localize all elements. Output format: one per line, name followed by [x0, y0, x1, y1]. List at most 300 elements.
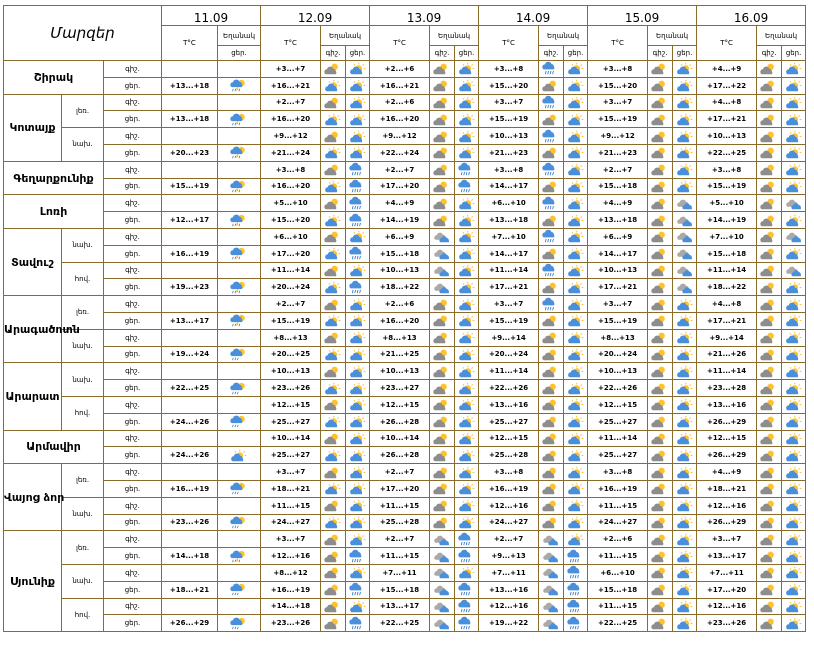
- partly-cloudy-icon: [648, 195, 673, 212]
- sun-cloud-icon: [346, 464, 370, 481]
- day-header: ցեր.: [346, 46, 370, 61]
- sun-cloud-icon: [782, 161, 806, 178]
- partly-cloudy-icon: [321, 228, 346, 245]
- period-label: ցեր.: [104, 548, 162, 565]
- temperature-cell: +5...+10: [261, 195, 321, 212]
- temp-header: T°C: [370, 26, 430, 61]
- temperature-cell: +19...+22: [479, 615, 539, 632]
- empty-cell: [218, 128, 261, 145]
- thunderstorm-icon: [218, 178, 261, 195]
- partly-cloudy-icon: [430, 396, 455, 413]
- temp-header: T°C: [697, 26, 757, 61]
- table-row: [4, 346, 806, 363]
- temperature-cell: +11...+15: [588, 497, 648, 514]
- partly-cloudy-icon: [648, 128, 673, 145]
- sun-cloud-icon: [673, 111, 697, 128]
- period-label: ցեր.: [104, 447, 162, 464]
- cloud-icon: [430, 581, 455, 598]
- temperature-cell: [162, 161, 218, 178]
- sun-cloud-icon: [673, 447, 697, 464]
- cloud-icon: [430, 531, 455, 548]
- partly-cloudy-icon: [757, 228, 782, 245]
- sun-cloud-icon: [782, 128, 806, 145]
- sun-cloud-icon: [455, 430, 479, 447]
- temperature-cell: +22...+25: [162, 380, 218, 397]
- sun-cloud-icon: [564, 111, 588, 128]
- period-label: ցեր.: [104, 111, 162, 128]
- period-label: գիշ.: [104, 564, 162, 581]
- partly-cloudy-icon: [757, 279, 782, 296]
- temperature-cell: +23...+28: [697, 380, 757, 397]
- temperature-cell: +2...+7: [261, 94, 321, 111]
- period-label: ցեր.: [104, 380, 162, 397]
- partly-cloudy-icon: [648, 380, 673, 397]
- temperature-cell: +13...+17: [162, 312, 218, 329]
- regions-header: Մարզեր: [4, 6, 162, 61]
- partly-cloudy-icon: [321, 548, 346, 565]
- temperature-cell: +12...+17: [162, 212, 218, 229]
- sun-cloud-icon: [346, 312, 370, 329]
- partly-cloudy-icon: [321, 615, 346, 632]
- sun-cloud-icon: [673, 430, 697, 447]
- temperature-cell: +24...+27: [588, 514, 648, 531]
- temperature-cell: +11...+14: [697, 262, 757, 279]
- temperature-cell: +7...+10: [697, 228, 757, 245]
- partly-cloudy-icon: [648, 312, 673, 329]
- table-row: [4, 581, 806, 598]
- period-label: ցեր.: [104, 212, 162, 229]
- cloud-icon: [673, 212, 697, 229]
- table-row: [4, 598, 806, 615]
- sun-cloud-icon: [782, 548, 806, 565]
- temperature-cell: +10...+14: [370, 430, 430, 447]
- temperature-cell: +13...+18: [588, 212, 648, 229]
- temperature-cell: +15...+19: [588, 111, 648, 128]
- temperature-cell: +11...+14: [588, 430, 648, 447]
- sun-cloud-icon: [455, 94, 479, 111]
- partly-cloudy-icon: [757, 144, 782, 161]
- partly-cloudy-icon: [321, 497, 346, 514]
- partly-cloudy-icon: [757, 161, 782, 178]
- rain-icon: [455, 615, 479, 632]
- partly-cloudy-icon: [648, 61, 673, 78]
- temperature-cell: +8...+13: [370, 329, 430, 346]
- day-header: ցեր.: [782, 46, 806, 61]
- partly-cloudy-icon: [321, 94, 346, 111]
- partly-cloudy-icon: [430, 61, 455, 78]
- temperature-cell: +22...+26: [479, 380, 539, 397]
- period-label: գիշ.: [104, 228, 162, 245]
- temperature-cell: +16...+19: [162, 245, 218, 262]
- temperature-cell: +3...+7: [588, 296, 648, 313]
- temperature-cell: +21...+25: [370, 346, 430, 363]
- rain-icon: [346, 581, 370, 598]
- partly-cloudy-icon: [539, 329, 564, 346]
- period-label: գիշ.: [104, 296, 162, 313]
- table-row: [4, 396, 806, 413]
- period-label: գիշ.: [104, 531, 162, 548]
- temperature-cell: +3...+8: [479, 464, 539, 481]
- sun-cloud-icon: [346, 346, 370, 363]
- temperature-cell: +13...+17: [370, 598, 430, 615]
- temperature-cell: +25...+27: [261, 413, 321, 430]
- sun-shower-icon: [218, 581, 261, 598]
- period-label: գիշ.: [104, 430, 162, 447]
- table-row: [4, 312, 806, 329]
- sun-cloud-icon: [346, 598, 370, 615]
- temperature-cell: [162, 564, 218, 581]
- rain-icon: [346, 212, 370, 229]
- sun-cloud-icon: [455, 245, 479, 262]
- temperature-cell: +25...+27: [588, 413, 648, 430]
- date-header: 11.09: [162, 6, 261, 26]
- sun-cloud-icon: [673, 77, 697, 94]
- sun-cloud-icon: [782, 77, 806, 94]
- period-label: գիշ.: [104, 128, 162, 145]
- rain-icon: [455, 548, 479, 565]
- cloud-icon: [673, 279, 697, 296]
- temperature-cell: +14...+19: [697, 212, 757, 229]
- sun-cloud-icon: [782, 564, 806, 581]
- partly-cloudy-icon: [648, 581, 673, 598]
- sun-cloud-icon: [321, 346, 346, 363]
- partly-cloudy-icon: [321, 598, 346, 615]
- rain-icon: [455, 531, 479, 548]
- region-name: Գեղարքունիք: [4, 161, 104, 195]
- temperature-cell: +3...+8: [479, 61, 539, 78]
- partly-cloudy-icon: [539, 144, 564, 161]
- partly-cloudy-icon: [539, 279, 564, 296]
- region-name: Տավուշ: [4, 228, 62, 295]
- sun-cloud-icon: [782, 464, 806, 481]
- period-label: ցեր.: [104, 413, 162, 430]
- night-header: գիշ.: [539, 46, 564, 61]
- temperature-cell: +25...+28: [479, 447, 539, 464]
- sun-cloud-icon: [782, 329, 806, 346]
- zone-label: լեռ.: [62, 296, 104, 330]
- table-row: [4, 128, 806, 145]
- thunderstorm-icon: [218, 212, 261, 229]
- partly-cloudy-icon: [757, 128, 782, 145]
- partly-cloudy-icon: [321, 296, 346, 313]
- sun-shower-icon: [218, 380, 261, 397]
- cloud-icon: [539, 548, 564, 565]
- temperature-cell: +21...+24: [261, 144, 321, 161]
- zone-label: նախ.: [62, 128, 104, 162]
- period-label: գիշ.: [104, 497, 162, 514]
- period-label: գիշ.: [104, 94, 162, 111]
- cloud-icon: [430, 279, 455, 296]
- rain-icon: [455, 178, 479, 195]
- partly-cloudy-icon: [757, 464, 782, 481]
- partly-cloudy-icon: [539, 363, 564, 380]
- period-label: գիշ.: [104, 598, 162, 615]
- partly-cloudy-icon: [648, 413, 673, 430]
- sun-cloud-icon: [321, 380, 346, 397]
- sun-cloud-icon: [455, 228, 479, 245]
- rain-icon: [346, 279, 370, 296]
- partly-cloudy-icon: [757, 363, 782, 380]
- period-label: ցեր.: [104, 615, 162, 632]
- partly-cloudy-icon: [430, 161, 455, 178]
- sun-cloud-icon: [673, 615, 697, 632]
- sun-cloud-icon: [564, 430, 588, 447]
- partly-cloudy-icon: [539, 514, 564, 531]
- day-header: ցեր.: [218, 46, 261, 61]
- sun-cloud-icon: [455, 346, 479, 363]
- sun-cloud-icon: [346, 531, 370, 548]
- temperature-cell: +3...+8: [588, 61, 648, 78]
- sun-cloud-icon: [346, 262, 370, 279]
- partly-cloudy-icon: [430, 178, 455, 195]
- rain-icon: [346, 178, 370, 195]
- table-row: [4, 363, 806, 380]
- rain-icon: [346, 615, 370, 632]
- partly-cloudy-icon: [757, 564, 782, 581]
- partly-cloudy-icon: [648, 262, 673, 279]
- temperature-cell: +11...+15: [261, 497, 321, 514]
- sun-cloud-icon: [564, 531, 588, 548]
- thunderstorm-icon: [218, 245, 261, 262]
- temperature-cell: +14...+17: [479, 178, 539, 195]
- period-label: գիշ.: [104, 61, 162, 78]
- sun-cloud-icon: [346, 329, 370, 346]
- sun-cloud-icon: [455, 329, 479, 346]
- sun-cloud-icon: [673, 480, 697, 497]
- partly-cloudy-icon: [539, 480, 564, 497]
- partly-cloudy-icon: [321, 329, 346, 346]
- partly-cloudy-icon: [757, 329, 782, 346]
- period-label: ցեր.: [104, 178, 162, 195]
- sun-cloud-icon: [782, 514, 806, 531]
- temperature-cell: +16...+20: [370, 111, 430, 128]
- temperature-cell: +2...+7: [370, 464, 430, 481]
- period-label: գիշ.: [104, 262, 162, 279]
- temperature-cell: +12...+15: [588, 396, 648, 413]
- temperature-cell: +7...+11: [479, 564, 539, 581]
- day-header: ցեր.: [455, 46, 479, 61]
- temperature-cell: +18...+21: [697, 480, 757, 497]
- temperature-cell: +9...+12: [370, 128, 430, 145]
- temperature-cell: [162, 94, 218, 111]
- zone-label: հով.: [62, 262, 104, 296]
- temperature-cell: +16...+21: [370, 77, 430, 94]
- temperature-cell: +15...+20: [588, 77, 648, 94]
- temperature-cell: +16...+20: [261, 178, 321, 195]
- temperature-cell: +20...+25: [261, 346, 321, 363]
- temperature-cell: +15...+19: [479, 111, 539, 128]
- period-label: ցեր.: [104, 581, 162, 598]
- partly-cloudy-icon: [539, 212, 564, 229]
- table-row: [4, 430, 806, 447]
- temperature-cell: +13...+18: [162, 77, 218, 94]
- date-header: 14.09: [479, 6, 588, 26]
- region-name: Սյունիք: [4, 531, 62, 632]
- empty-cell: [218, 94, 261, 111]
- temperature-cell: +9...+14: [479, 329, 539, 346]
- partly-cloudy-icon: [321, 464, 346, 481]
- region-name: Շիրակ: [4, 61, 104, 95]
- partly-cloudy-icon: [648, 296, 673, 313]
- temperature-cell: +2...+6: [370, 61, 430, 78]
- temperature-cell: +24...+26: [162, 413, 218, 430]
- temperature-cell: +25...+27: [261, 447, 321, 464]
- sun-cloud-icon: [782, 178, 806, 195]
- sun-cloud-icon: [455, 413, 479, 430]
- sun-cloud-icon: [782, 346, 806, 363]
- partly-cloudy-icon: [321, 564, 346, 581]
- partly-cloudy-icon: [539, 77, 564, 94]
- partly-cloudy-icon: [757, 548, 782, 565]
- sun-cloud-icon: [346, 128, 370, 145]
- empty-cell: [218, 464, 261, 481]
- sun-cloud-icon: [782, 111, 806, 128]
- sun-cloud-icon: [782, 581, 806, 598]
- sun-cloud-icon: [564, 329, 588, 346]
- partly-cloudy-icon: [757, 497, 782, 514]
- temperature-cell: +10...+13: [588, 262, 648, 279]
- table-row: [4, 329, 806, 346]
- partly-cloudy-icon: [648, 212, 673, 229]
- sun-cloud-icon: [346, 144, 370, 161]
- temperature-cell: +11...+14: [261, 262, 321, 279]
- sun-cloud-icon: [455, 396, 479, 413]
- temperature-cell: [162, 531, 218, 548]
- sun-cloud-icon: [673, 464, 697, 481]
- temperature-cell: +26...+28: [370, 413, 430, 430]
- sun-cloud-icon: [564, 228, 588, 245]
- temperature-cell: +22...+24: [370, 144, 430, 161]
- partly-cloudy-icon: [430, 296, 455, 313]
- temperature-cell: +26...+29: [697, 447, 757, 464]
- temperature-cell: +15...+18: [370, 581, 430, 598]
- temperature-cell: +16...+19: [479, 480, 539, 497]
- sun-cloud-icon: [455, 144, 479, 161]
- sun-cloud-icon: [564, 262, 588, 279]
- sun-cloud-icon: [673, 94, 697, 111]
- zone-label: լեռ.: [62, 531, 104, 565]
- empty-cell: [218, 296, 261, 313]
- temperature-cell: +17...+21: [697, 312, 757, 329]
- partly-cloudy-icon: [757, 296, 782, 313]
- temperature-cell: +11...+15: [370, 497, 430, 514]
- temperature-cell: +13...+16: [479, 396, 539, 413]
- temperature-cell: +10...+13: [261, 363, 321, 380]
- period-label: ցեր.: [104, 312, 162, 329]
- temperature-cell: +20...+24: [261, 279, 321, 296]
- period-label: գիշ.: [104, 195, 162, 212]
- period-label: ցեր.: [104, 279, 162, 296]
- date-header: 15.09: [588, 6, 697, 26]
- temperature-cell: +18...+21: [162, 581, 218, 598]
- cloud-icon: [539, 531, 564, 548]
- temperature-cell: +4...+9: [370, 195, 430, 212]
- temperature-cell: +13...+18: [479, 212, 539, 229]
- temperature-cell: +17...+20: [697, 581, 757, 598]
- sun-cloud-icon: [564, 178, 588, 195]
- sun-cloud-icon: [455, 262, 479, 279]
- sun-cloud-icon: [782, 144, 806, 161]
- temperature-cell: +3...+8: [588, 464, 648, 481]
- temperature-cell: +3...+7: [479, 94, 539, 111]
- zone-label: նախ.: [62, 564, 104, 598]
- sun-cloud-icon: [782, 380, 806, 397]
- table-row: [4, 212, 806, 229]
- sun-cloud-icon: [455, 464, 479, 481]
- sun-cloud-icon: [673, 128, 697, 145]
- partly-cloudy-icon: [648, 396, 673, 413]
- zone-label: նախ.: [62, 363, 104, 397]
- partly-cloudy-icon: [430, 329, 455, 346]
- empty-cell: [218, 195, 261, 212]
- temperature-cell: +14...+18: [162, 548, 218, 565]
- temperature-cell: +17...+20: [370, 480, 430, 497]
- sun-cloud-icon: [673, 497, 697, 514]
- partly-cloudy-icon: [430, 94, 455, 111]
- partly-cloudy-icon: [430, 195, 455, 212]
- temperature-cell: +4...+9: [697, 61, 757, 78]
- temperature-cell: +15...+18: [697, 245, 757, 262]
- period-label: ցեր.: [104, 514, 162, 531]
- partly-cloudy-icon: [430, 312, 455, 329]
- temperature-cell: +8...+13: [261, 329, 321, 346]
- temperature-cell: +10...+13: [370, 363, 430, 380]
- partly-cloudy-icon: [321, 195, 346, 212]
- temperature-cell: +15...+19: [697, 178, 757, 195]
- temperature-cell: +7...+10: [479, 228, 539, 245]
- rain-icon: [539, 195, 564, 212]
- cloud-icon: [430, 245, 455, 262]
- temperature-cell: +8...+13: [588, 329, 648, 346]
- temperature-cell: +14...+17: [479, 245, 539, 262]
- temperature-cell: +17...+20: [261, 245, 321, 262]
- temperature-cell: +3...+7: [479, 296, 539, 313]
- partly-cloudy-icon: [430, 380, 455, 397]
- partly-cloudy-icon: [648, 346, 673, 363]
- sun-cloud-icon: [782, 598, 806, 615]
- sun-cloud-icon: [564, 212, 588, 229]
- temperature-cell: +6...+9: [588, 228, 648, 245]
- sun-cloud-icon: [346, 430, 370, 447]
- temperature-cell: +15...+18: [370, 245, 430, 262]
- temperature-cell: +12...+15: [697, 430, 757, 447]
- temperature-cell: +9...+13: [479, 548, 539, 565]
- temperature-cell: +13...+17: [697, 548, 757, 565]
- temperature-cell: +23...+27: [370, 380, 430, 397]
- temp-header: T°C: [479, 26, 539, 61]
- table-row: [4, 111, 806, 128]
- table-row: [4, 531, 806, 548]
- sun-cloud-icon: [455, 363, 479, 380]
- sun-cloud-icon: [673, 564, 697, 581]
- temperature-cell: +16...+20: [261, 111, 321, 128]
- sun-cloud-icon: [321, 178, 346, 195]
- sun-cloud-icon: [321, 279, 346, 296]
- temperature-cell: +11...+15: [588, 548, 648, 565]
- partly-cloudy-icon: [539, 245, 564, 262]
- temperature-cell: +19...+24: [162, 346, 218, 363]
- temperature-cell: +17...+21: [588, 279, 648, 296]
- temperature-cell: +19...+23: [162, 279, 218, 296]
- period-label: գիշ.: [104, 329, 162, 346]
- partly-cloudy-icon: [648, 94, 673, 111]
- temperature-cell: +3...+8: [479, 161, 539, 178]
- temperature-cell: +14...+17: [588, 245, 648, 262]
- temperature-cell: +26...+28: [370, 447, 430, 464]
- sun-cloud-icon: [346, 564, 370, 581]
- temperature-cell: +21...+26: [697, 346, 757, 363]
- temperature-cell: [162, 329, 218, 346]
